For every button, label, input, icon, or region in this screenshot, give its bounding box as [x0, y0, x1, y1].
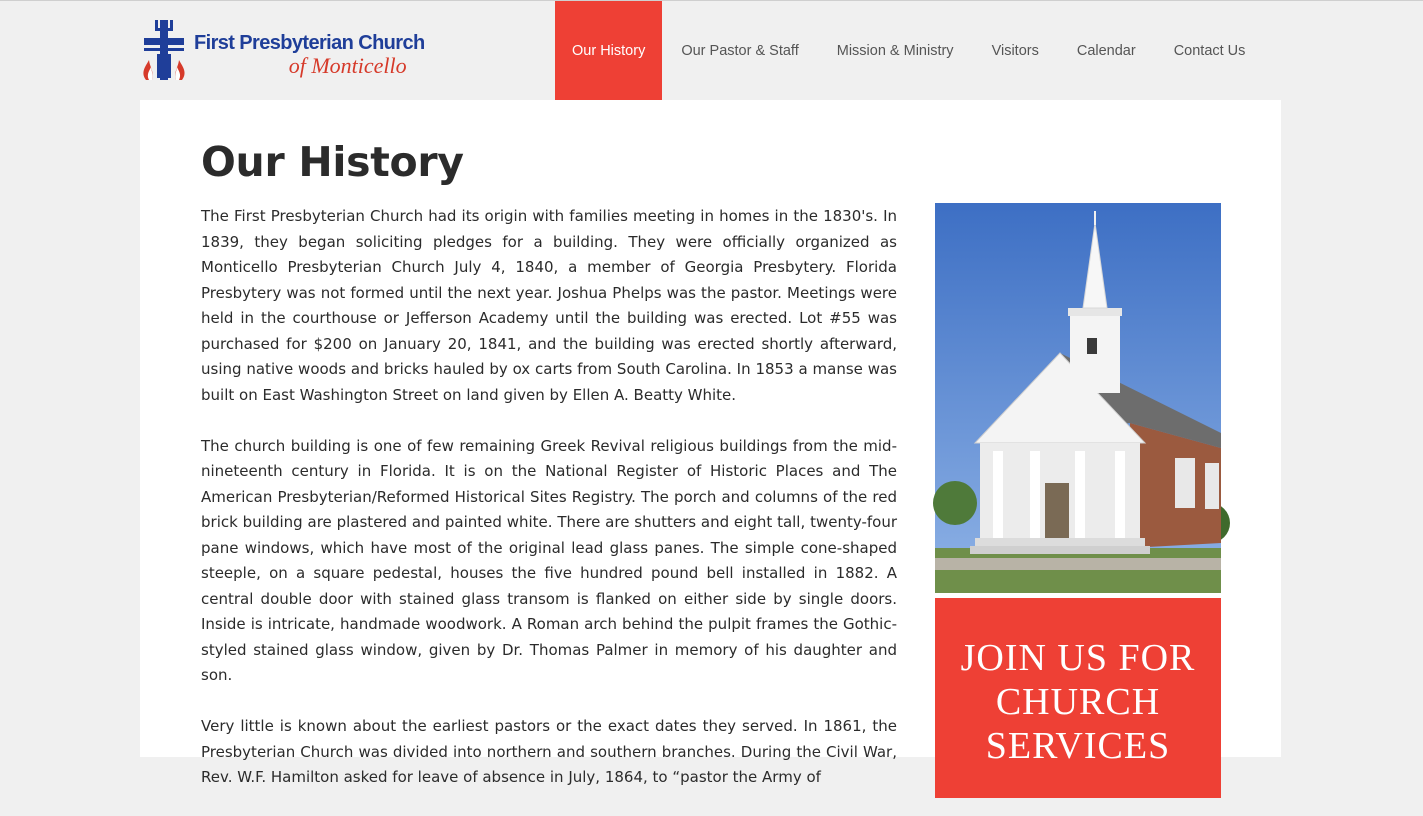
nav-item-calendar[interactable]: Calendar — [1076, 42, 1136, 59]
article-paragraph: The First Presbyterian Church had its origin with families meeting in homes in the 1830's. In 1839, they began soliciting pledges for a building. They were officially organized as Monticello Presbyterian Church July 4, 1840, a member of Georgia Presbytery. Florida Presbytery was not formed until the next year. Joshua Phelps was the pastor. Meetings were held in the courthouse or Jefferson Academy until the building was erected. Lot #55 was purchased for $200 on January 20, 1841, and the building was erected shortly afterward, using native woods and bricks hauled by ox carts from South Carolina. In 1853 a manse was built on East Washington Street on land given by Ellen A. Beatty White. — [201, 207, 897, 404]
sidebar — [935, 203, 1221, 798]
main-nav — [555, 1, 1264, 100]
article-paragraph: The church building is one of few remaining Greek Revival religious buildings from the mid-nineteenth century in Florida. It is on the National Register of Historic Places and The American Presbyterian/Reformed Historical Sites Registry. The porch and columns of the red brick building are plastered and painted white. There are shutters and eight tall, twenty-four pane windows, which have most of the original lead glass panes. The simple cone-shaped steeple, on a square pedestal, houses the five hundred pound bell installed in 1882. A central double door with stained glass transom is flanked on either side by single doors. Inside is intricate, handmade woodwork. A Roman arch behind the pulpit frames the Gothic-styled stained glass window, given by Dr. Thomas Palmer in memory of his daughter and son. — [201, 436, 897, 684]
nav-item-mission-ministry[interactable]: Mission & Ministry — [836, 42, 954, 59]
join-us-banner[interactable]: JOIN US FOR CHURCH SERVICES — [935, 598, 1221, 798]
church-logo[interactable] — [140, 18, 425, 84]
nav-item-our-pastor-staff[interactable]: Our Pastor & Staff — [681, 42, 799, 59]
page-title: Our History — [201, 138, 464, 186]
presbyterian-seal-icon — [140, 18, 188, 84]
history-article — [201, 204, 897, 816]
nav-item-our-history[interactable]: Our History — [555, 1, 662, 100]
main-content — [140, 100, 1281, 786]
nav-item-visitors[interactable]: Visitors — [991, 42, 1039, 59]
site-header — [0, 0, 1423, 100]
nav-item-contact-us[interactable]: Contact Us — [1173, 42, 1246, 59]
logo-subtitle: of Monticello — [288, 53, 407, 78]
logo-title: First Presbyterian Church — [194, 32, 425, 54]
logo-text — [194, 32, 425, 78]
church-photo — [935, 203, 1221, 593]
article-paragraph: Very little is known about the earliest pastors or the exact dates they served. In 1861, the Presbyterian Church was divided into northern and southern branches. During the Civil War, Rev. W.F. Hamilton asked for leave of absence in July, 1864, to “pastor the Army of — [201, 717, 897, 786]
